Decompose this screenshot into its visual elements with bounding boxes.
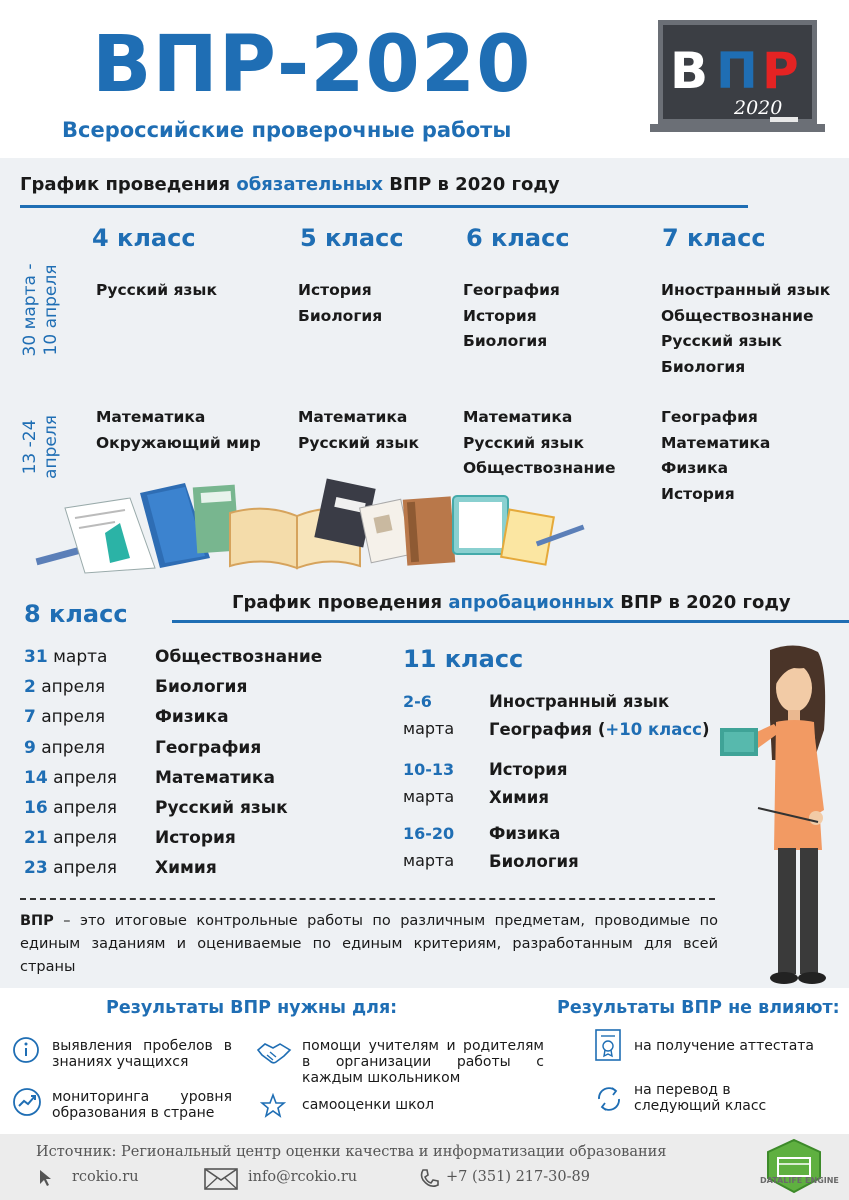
mandatory-heading-em: обязательных <box>236 174 384 195</box>
date-month: апреля <box>35 737 106 758</box>
results-not-heading: Результаты ВПР не влияют: <box>557 998 840 1018</box>
date-row <box>24 853 117 883</box>
date-day: 23 <box>24 858 48 879</box>
subject-item: История <box>463 306 537 325</box>
date-month: апреля <box>47 767 117 788</box>
footer-source: Источник: Региональный центр оценки качества и информатизации образования <box>36 1144 667 1160</box>
star-icon <box>260 1093 286 1119</box>
trial-heading-pre: График проведения <box>232 592 449 613</box>
date-month: апреля <box>35 677 106 698</box>
subject-extra-note: +10 класс <box>605 720 702 739</box>
subject-item: История <box>155 828 236 849</box>
date-range: 10-13 <box>403 760 455 779</box>
grade-11-subjects-1 <box>489 688 709 744</box>
grade-11-dates-2 <box>403 756 454 810</box>
subject-item: Русский язык <box>463 433 584 452</box>
subject-item: Русский язык <box>96 281 217 299</box>
footer-email-link[interactable]: info@rcokio.ru <box>248 1169 358 1185</box>
trend-chart-icon <box>12 1087 42 1117</box>
subject-item: Русский язык <box>298 433 419 452</box>
date-day: 2 <box>24 677 36 698</box>
subject-item: Математика <box>155 767 275 788</box>
grade-8-title: 8 класс <box>24 600 128 628</box>
subject-item: Математика <box>298 408 408 426</box>
board-letter-v: В <box>670 42 709 100</box>
teacher-illustration <box>718 640 838 985</box>
subject-item: Русский язык <box>661 332 782 350</box>
period1-line1: 30 марта - <box>20 263 40 357</box>
date-month: апреля <box>35 707 106 728</box>
subject-item: Биология <box>661 357 746 376</box>
result-item: мониторинга уровня образования в стране <box>52 1089 232 1121</box>
board-letter-p: П <box>716 42 758 100</box>
subject-item: Физика <box>155 707 229 728</box>
subject-item: Обществознание <box>661 306 814 325</box>
grade-7-p2-list <box>661 405 770 507</box>
grade-11-subjects-2 <box>489 756 567 812</box>
date-month: марта <box>403 719 455 738</box>
subject-item: Окружающий мир <box>96 433 261 452</box>
definition-text: – это итоговые контрольные работы по различным предметам, проводимые по единым заданиям и оцениваемые по единым критериям, разработанным для всей страны <box>20 913 718 975</box>
trial-heading-post: ВПР в 2020 году <box>614 592 791 613</box>
subject-item: Иностранный язык <box>489 692 670 711</box>
date-row <box>24 702 117 732</box>
date-day: 21 <box>24 828 48 849</box>
subject-item: История <box>661 484 735 503</box>
date-day: 14 <box>24 767 48 788</box>
period1-label <box>20 255 62 365</box>
vpr-definition <box>20 910 718 979</box>
subject-extra-close: ) <box>701 720 710 739</box>
subject-item: Русский язык <box>155 798 288 819</box>
envelope-icon <box>204 1168 238 1190</box>
date-day: 16 <box>24 798 48 819</box>
page-subtitle: Всероссийские проверочные работы <box>62 118 512 142</box>
grade-11-dates-3 <box>403 820 454 874</box>
watermark-text: DATALIFE ENGINE <box>760 1176 839 1185</box>
date-month: марта <box>403 787 455 806</box>
date-range: 16-20 <box>403 824 455 843</box>
grade-6-p2-list <box>463 405 616 482</box>
grade-6-p1-list <box>463 278 560 355</box>
definition-term: ВПР <box>20 913 54 929</box>
date-row <box>24 672 117 702</box>
subject-item: Химия <box>155 858 217 879</box>
date-day: 7 <box>24 707 36 728</box>
subject-item: Обществознание <box>463 459 616 477</box>
grade-8-subjects <box>155 642 322 884</box>
footer-phone: +7 (351) 217-30-89 <box>446 1169 590 1185</box>
result-item: на перевод в следующий класс <box>634 1082 767 1114</box>
result-item: выявления пробелов в знаниях учащихся <box>52 1038 232 1070</box>
subject-item: Физика <box>661 459 729 477</box>
subject-item: География <box>661 408 758 426</box>
subject-item: Иностранный язык <box>661 281 831 299</box>
grade-11-title: 11 класс <box>403 645 524 673</box>
date-range: 2-6 <box>403 692 432 711</box>
grade-5-p2-list <box>298 405 419 456</box>
handshake-icon <box>256 1040 292 1066</box>
subject-item: Математика <box>463 408 573 426</box>
subject-item: История <box>489 760 568 779</box>
subject-item: Химия <box>489 788 549 807</box>
results-needed-heading: Результаты ВПР нужны для: <box>106 998 398 1018</box>
watermark-logo <box>748 1136 848 1196</box>
subject-item: Биология <box>155 677 248 698</box>
result-item: самооценки школ <box>302 1097 435 1113</box>
date-day: 9 <box>24 737 36 758</box>
subject-item: География <box>155 737 262 758</box>
date-day: 31 <box>24 647 48 667</box>
mandatory-heading-post: ВПР в 2020 году <box>383 174 560 195</box>
subject-item: География <box>463 281 560 299</box>
grade-8-dates <box>24 642 117 884</box>
cursor-icon <box>38 1168 54 1188</box>
period2-label <box>20 407 62 487</box>
grade-7-title: 7 класс <box>662 224 766 252</box>
footer-site-link[interactable]: rcokio.ru <box>72 1169 139 1185</box>
board-letter-r: Р <box>762 42 799 100</box>
vpr-board-logo <box>650 16 825 138</box>
period1-line2: 10 апреля <box>41 264 61 356</box>
subject-item: Математика <box>661 433 771 452</box>
grade-11-subjects-3 <box>489 820 579 876</box>
dashed-divider <box>20 898 715 900</box>
period2-line1: 13 -24 <box>20 419 40 475</box>
date-row <box>24 763 117 793</box>
result-item: помощи учителям и родителям в организации работы с каждым школьником <box>302 1038 544 1086</box>
grade-5-p1-list <box>298 278 382 329</box>
subject-item: География ( <box>489 720 606 739</box>
grade-11-dates-1 <box>403 688 454 742</box>
phone-icon <box>418 1168 440 1190</box>
certificate-icon <box>594 1028 622 1062</box>
grade-7-p1-list <box>661 278 830 380</box>
trial-heading-em: апробационных <box>448 592 615 613</box>
refresh-arrows-icon <box>594 1085 624 1113</box>
result-item: на получение аттестата <box>634 1038 815 1054</box>
date-row <box>24 642 117 672</box>
books-illustration <box>35 478 595 578</box>
date-month: марта <box>47 647 108 667</box>
grade-4-title: 4 класс <box>92 224 196 252</box>
subject-item: Математика <box>96 408 206 426</box>
date-month: апреля <box>47 858 117 879</box>
grade-6-title: 6 класс <box>466 224 570 252</box>
mandatory-heading <box>20 174 560 195</box>
subject-item: Физика <box>489 824 561 843</box>
mandatory-heading-pre: График проведения <box>20 174 237 195</box>
date-month: апреля <box>47 828 117 849</box>
subject-item: Обществознание <box>155 647 323 667</box>
subject-item: История <box>298 281 372 299</box>
info-circle-icon <box>12 1036 40 1064</box>
grade-4-p2-list <box>96 405 261 456</box>
subject-item: Биология <box>463 332 548 350</box>
date-row <box>24 793 117 823</box>
subject-item: Биология <box>298 306 383 325</box>
grade-5-title: 5 класс <box>300 224 404 252</box>
date-month: марта <box>403 851 455 870</box>
subject-item: Биология <box>489 852 579 871</box>
trial-heading <box>232 592 791 613</box>
period2-line2: апреля <box>41 415 61 479</box>
page-title: ВПР-2020 <box>92 20 532 110</box>
trial-rule <box>172 620 849 623</box>
date-row <box>24 733 117 763</box>
grade-4-p1-list <box>96 278 217 304</box>
date-row <box>24 823 117 853</box>
date-month: апреля <box>47 798 117 819</box>
board-year: 2020 <box>734 97 783 119</box>
mandatory-rule <box>20 205 748 208</box>
